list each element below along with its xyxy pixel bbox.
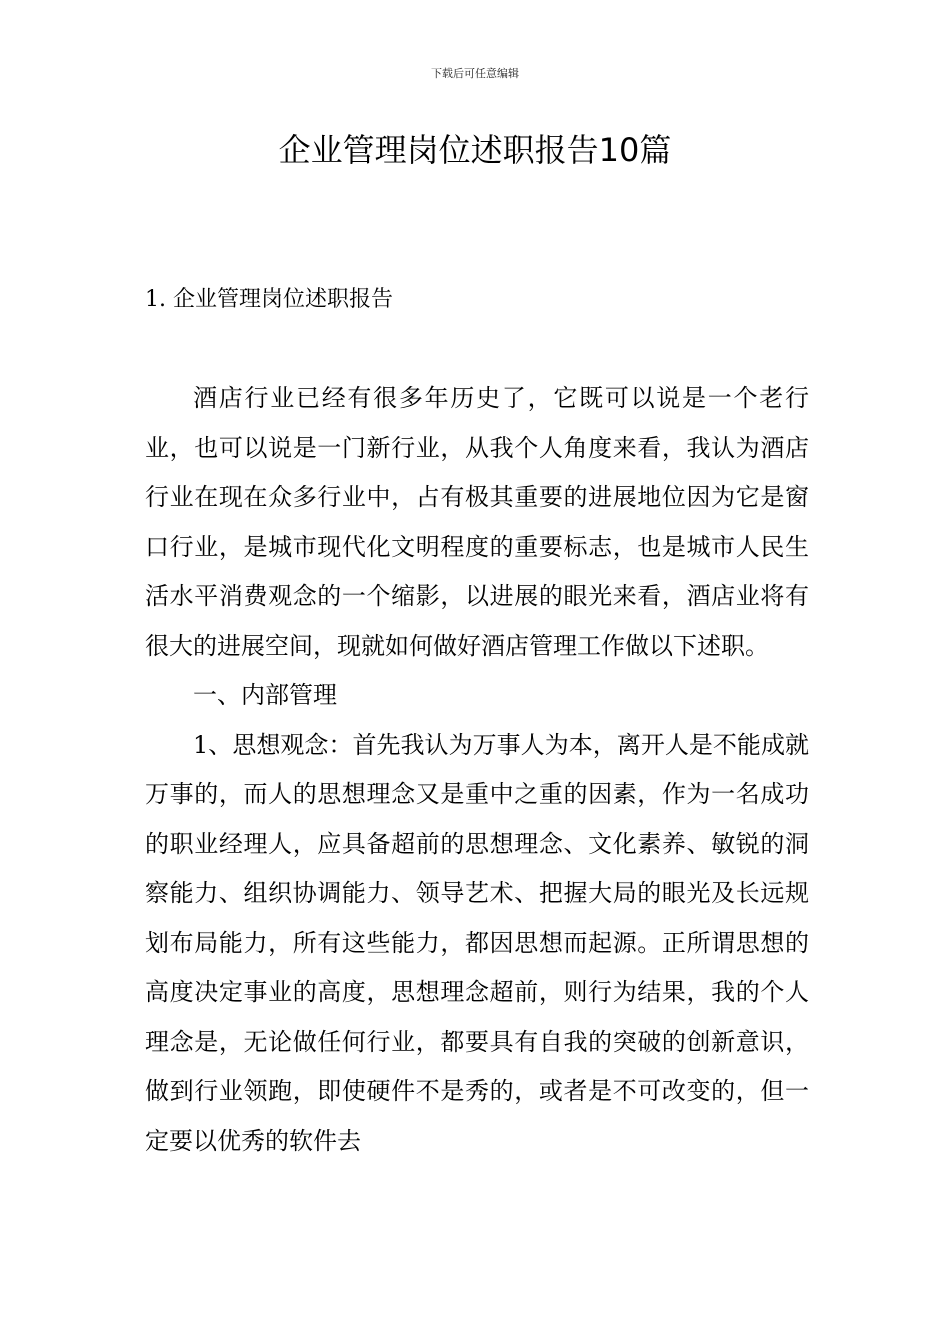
document-body bbox=[145, 374, 809, 1166]
body-paragraph-intro: 酒店行业已经有很多年历史了，它既可以说是一个老行业，也可以说是一门新行业，从我个人角度来看，我认为酒店行业在现在众多行业中，占有极其重要的进展地位因为它是窗口行业，是城市现代化文明程度的重要标志，也是城市人民生活水平消费观念的一个缩影，以进展的眼光来看，酒店业将有很大的进展空间，现就如何做好酒店管理工作做以下述职。 bbox=[145, 384, 809, 660]
section-heading: 1. 企业管理岗位述职报告 bbox=[145, 287, 393, 312]
header-note: 下载后可任意编辑 bbox=[431, 67, 519, 80]
document-title: 企业管理岗位述职报告10篇 bbox=[278, 131, 672, 169]
body-paragraph-subheading: 一、内部管理 bbox=[193, 681, 337, 709]
body-paragraph-thinking: 1、思想观念：首先我认为万事人为本，离开人是不能成就万事的，而人的思想理念又是重中之重的因素，作为一名成功的职业经理人，应具备超前的思想理念、文化素养、敏锐的洞察能力、组织协调能力、领导艺术、把握大局的眼光及长远规划布局能力，所有这些能力，都因思想而起源。正所谓思想的高度决定事业的高度，思想理念超前，则行为结果，我的个人理念是，无论做任何行业，都要具有自我的突破的创新意识，做到行业领跑，即使硬件不是秀的，或者是不可改变的，但一定要以优秀的软件去 bbox=[145, 730, 809, 1155]
